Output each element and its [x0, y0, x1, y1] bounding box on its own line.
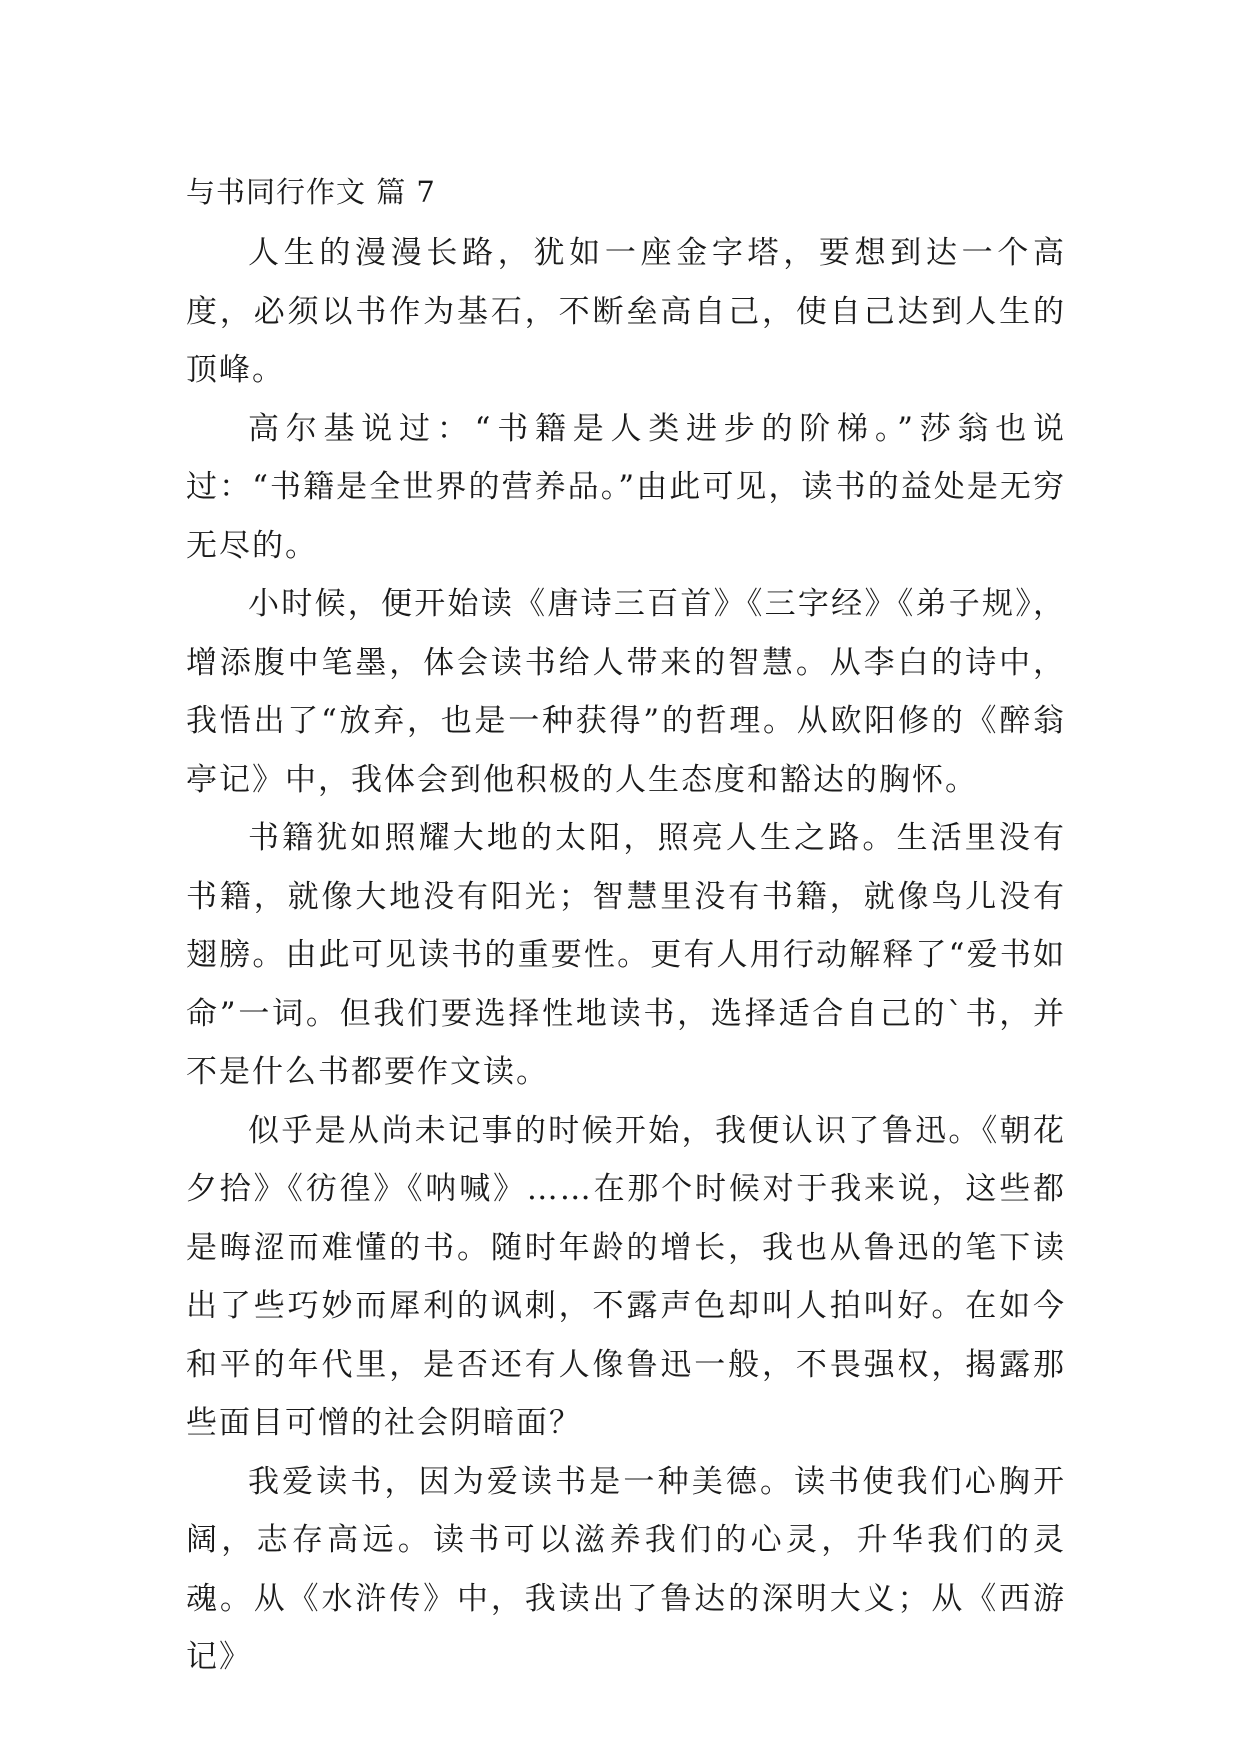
paragraph-4: 书籍犹如照耀大地的太阳，照亮人生之路。生活里没有书籍，就像大地没有阳光；智慧里没有书籍，就像鸟儿没有翅膀。由此可见读书的重要性。更有人用行动解释了“爱书如命”一词。但我们要选择性地读书，选择适合自己的`书，并不是什么书都要作文读。 — [186, 820, 1066, 1090]
paragraph-5: 似乎是从尚未记事的时候开始，我便认识了鲁迅。《朝花夕拾》《彷徨》《呐喊》……在那个时候对于我来说，这些都是晦涩而难懂的书。随时年龄的增长，我也从鲁迅的笔下读出了些巧妙而犀利的讽刺，不露声色却叫人拍叫好。在如今和平的年代里，是否还有人像鲁迅一般，不畏强权，揭露那些面目可憎的社会阴暗面？ — [186, 1112, 1066, 1441]
document-body — [186, 160, 1066, 1687]
paragraph-3: 小时候，便开始读《唐诗三百首》《三字经》《弟子规》，增添腹中笔墨，体会读书给人带来的智慧。从李白的诗中，我悟出了“放弃，也是一种获得”的哲理。从欧阳修的《醉翁亭记》中，我体会到他积极的人生态度和豁达的胸怀。 — [186, 586, 1066, 798]
document-title: 与书同行作文 篇 7 — [186, 175, 436, 209]
paragraph-2: 高尔基说过：“书籍是人类进步的阶梯。”莎翁也说过：“书籍是全世界的营养品。”由此可见，读书的益处是无穷无尽的。 — [186, 410, 1066, 564]
paragraph-1: 人生的漫漫长路，犹如一座金字塔，要想到达一个高度，必须以书作为基石，不断垒高自己，使自己达到人生的顶峰。 — [186, 235, 1066, 388]
paragraph-6: 我爱读书，因为爱读书是一种美德。读书使我们心胸开阔，志存高远。读书可以滋养我们的心灵，升华我们的灵魂。从《水浒传》中，我读出了鲁达的深明大义；从《西游记》 — [186, 1463, 1066, 1675]
